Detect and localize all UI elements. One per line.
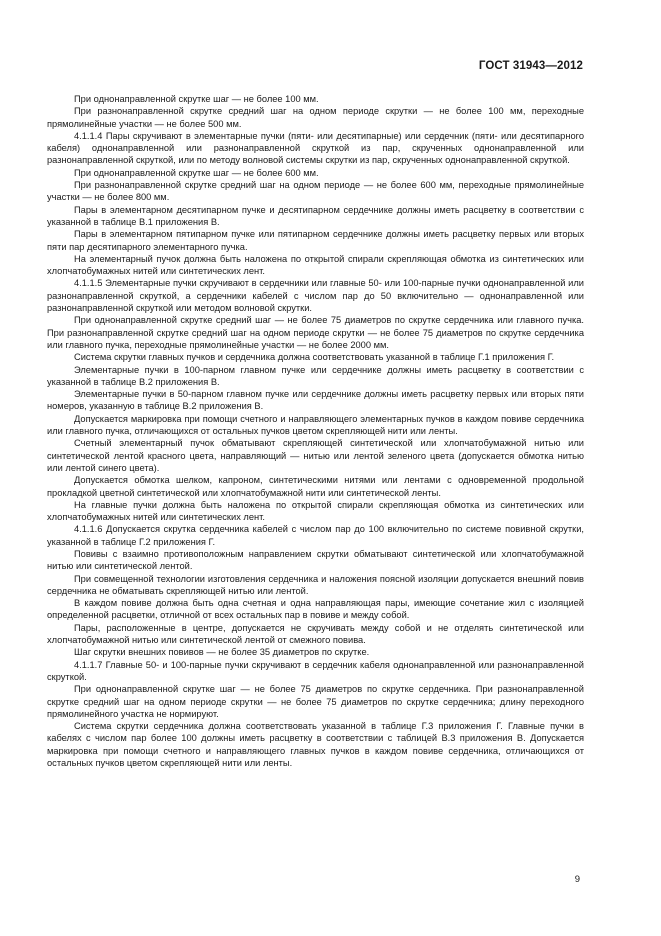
paragraph: При совмещенной технологии изготовления сердечника и наложения поясной изоляции допускается внешний повив сердечника не обматывать скрепляющей нитью или лентой. xyxy=(47,573,584,596)
paragraph: Элементарные пучки в 50-парном главном пучке или сердечнике должны иметь расцветку первых или вторых пяти номеров, указанную в таблице В.2 приложения В. xyxy=(47,389,584,412)
paragraph: Допускается маркировка при помощи счетного и направляющего элементарных пучков в каждом повиве сердечника или главного пучка, отличающихся от остальных пучков цветом скрепляющей нити или ленты. xyxy=(47,413,584,437)
paragraph: Шаг скрутки внешних повивов — не более 35 диаметров по скрутке. xyxy=(74,647,370,658)
paragraph: Повивы с взаимно противоположным направлением скрутки обматывают синтетической или хлопчатобумажной нитью или синтетической лентой. xyxy=(47,548,584,572)
paragraph: На главные пучки должна быть наложена по открытой спирали скрепляющая обмотка из синтетических или хлопчатобумажных нитей или синтетических лент. xyxy=(47,499,584,523)
paragraph: В каждом повиве должна быть одна счетная и одна направляющая пары, имеющие сочетание жил с изоляцией определенной расцветки, отличной от всех остальных пар в повиве и между собой. xyxy=(47,598,584,621)
paragraph: 4.1.1.7 Главные 50- и 100-парные пучки скручивают в сердечник кабеля однонаправленной или разнонаправленной скруткой. xyxy=(47,659,584,682)
page-number: 9 xyxy=(574,874,580,885)
paragraph: Система скрутки сердечника должна соответствовать указанной в таблице Г.3 приложения Г. Главные пучки в кабелях с числом пар более 100 должны иметь расцветку в соответствии с таблицей В.3 приложения В. Допускается маркировка при помощи счетного и направляющего главных пучков в каждом повиве сердечника, отличающихся от остальных пучков цветом скрепляющей нити или ленты. xyxy=(47,721,584,769)
paragraph: При однонаправленной скрутке шаг — не более 100 мм. xyxy=(74,94,319,104)
paragraph: 4.1.1.5 Элементарные пучки скручивают в сердечники или главные 50- или 100-парные пучки однонаправленной или разнонаправленной скруткой, а сердечники кабелей с числом пар до 50 включительно — однонаправленной или разнонаправленной скруткой или методом волновой скрутки. xyxy=(47,278,584,314)
paragraph: При разнонаправленной скрутке средний шаг на одном периоде — не более 600 мм, переходные прямолинейные участки — не более 800 мм. xyxy=(47,180,584,203)
paragraph: Счетный элементарный пучок обматывают скрепляющей синтетической или хлопчатобумажной нитью или синтетической лентой красного цвета, направляющий — нитью или лентой зеленого цвета (допускается обмотка нитью или лентой синего цвета). xyxy=(47,438,584,473)
document-code: ГОСТ 31943—2012 xyxy=(478,60,583,72)
paragraph: При однонаправленной скрутке средний шаг — не более 75 диаметров по скрутке сердечника или главного пучка. При разнонаправленной скрутке средний шаг на одном периоде скрутки — не более 75 диаметров по скрутке сердечника или главного пучка, переходные прямолинейные участки — не более 2000 мм. xyxy=(47,315,584,350)
paragraph: Пары в элементарном пятипарном пучке или пятипарном сердечнике должны иметь расцветку первых или вторых пяти пар десятипарного элементарного пучка. xyxy=(47,229,584,252)
paragraph: Пары, расположенные в центре, допускается не скручивать между собой и не отделять синтетической или хлопчатобумажной нитью или синтетической лентой от смежного повива. xyxy=(47,622,584,646)
paragraph: Элементарные пучки в 100-парном главном пучке или сердечнике должны иметь расцветку в соответствии с указанной в таблице В.2 приложения В. xyxy=(47,364,584,387)
paragraph: При однонаправленной скрутке шаг — не более 75 диаметров по скрутке сердечника. При разнонаправленной скрутке средний шаг на одном периоде скрутки — не более 75 диаметров по скрутке сердечника; длину переходного прямолинейного участка не нормируют. xyxy=(47,684,584,719)
paragraph: Система скрутки главных пучков и сердечника должна соответствовать указанной в таблице Г.1 приложения Г. xyxy=(74,352,555,363)
paragraph: При разнонаправленной скрутке средний шаг на одном периоде скрутки — не более 100 мм, переходные прямолинейные участки — не более 500 мм. xyxy=(47,106,584,129)
paragraph: Допускается обмотка шелком, капроном, синтетическими нитями или лентами с одновременной продольной прокладкой цветной синтетической или хлопчатобумажной нити или синтетической ленты. xyxy=(47,475,584,498)
paragraph: Пары в элементарном десятипарном пучке и десятипарном сердечнике должны иметь расцветку в соответствии с указанной в таблице В.1 приложения В. xyxy=(47,204,584,227)
paragraph: При однонаправленной скрутке шаг — не более 600 мм. xyxy=(74,167,319,178)
paragraph: 4.1.1.6 Допускается скрутка сердечника кабелей с числом пар до 100 включительно по системе повивной скрутки, указанной в таблице Г.2 приложения Г. xyxy=(47,524,584,547)
paragraph: 4.1.1.4 Пары скручивают в элементарные пучки (пяти- или десятипарные) или сердечник (пяти- или десятипарного кабеля) однонаправленной или разнонаправленной скруткой из пар, скрученных однонаправленной или разнонаправленной скруткой, или по методу волновой системы скрутки из пар, скрученных однонаправленной скруткой. xyxy=(47,130,584,166)
paragraph: На элементарный пучок должна быть наложена по открытой спирали скрепляющая обмотка из синтетических или хлопчатобумажных нитей или синтетических лент. xyxy=(47,253,584,277)
document-body xyxy=(47,93,584,769)
